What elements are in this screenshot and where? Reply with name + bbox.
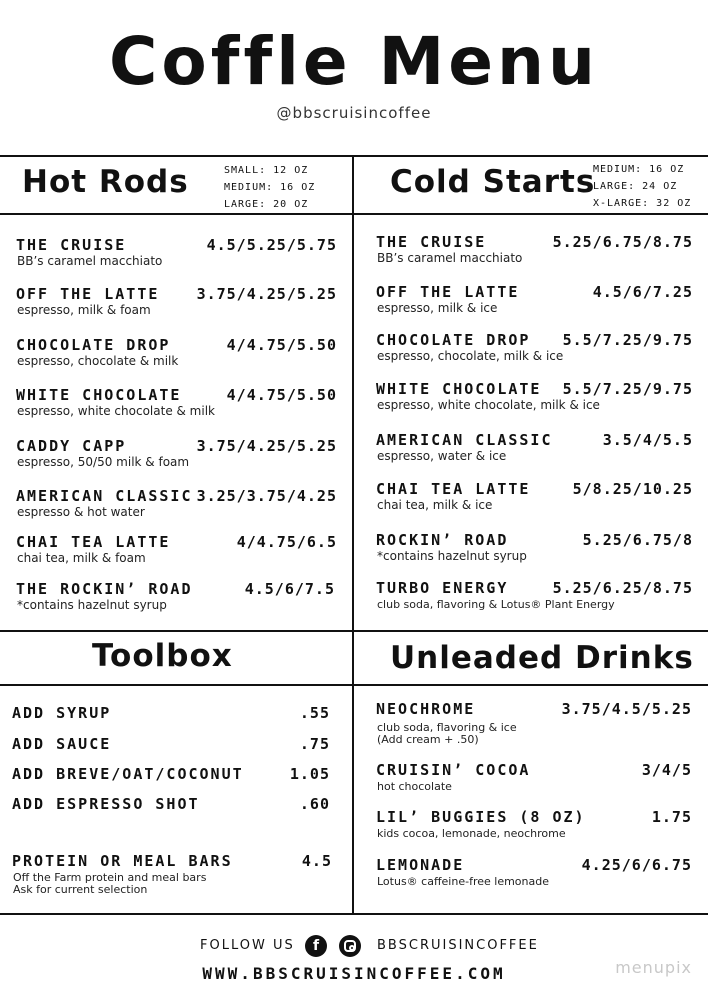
social-handle: BBSCRUISINCOFFEE [377, 938, 539, 953]
size-large: LARGE: 20 OZ [224, 199, 309, 210]
item-price: 5.25/6.75/8 [582, 531, 693, 549]
addon-item [12, 735, 330, 755]
menu-item [16, 336, 337, 372]
menu-item [16, 533, 337, 569]
item-description: espresso, 50/50 milk & foam [17, 455, 190, 469]
item-price: 4.5/5.25/5.75 [206, 236, 337, 254]
item-name: WHITE CHOCOLATE [16, 386, 182, 404]
item-name: TURBO ENERGY [376, 579, 509, 597]
item-price: 4/4.75/5.50 [226, 386, 337, 404]
divider-vertical [352, 155, 354, 915]
instagram-icon[interactable] [339, 935, 361, 957]
item-price: 5.25/6.25/8.75 [552, 579, 693, 597]
menu-item [16, 285, 337, 321]
item-name: ADD BREVE/OAT/COCONUT [12, 765, 244, 783]
instagram-icon-frame [344, 940, 356, 952]
item-price: 1.75 [651, 808, 692, 826]
item-name: OFF THE LATTE [16, 285, 160, 303]
item-description: kids cocoa, lemonade, neochrome [377, 827, 566, 840]
menu-item [376, 380, 693, 416]
menu-item [16, 236, 337, 272]
item-price: .75 [299, 735, 330, 753]
item-name: AMERICAN CLASSIC [16, 487, 193, 505]
item-description: *contains hazelnut syrup [377, 549, 527, 563]
item-name: OFF THE LATTE [376, 283, 520, 301]
item-name: THE CRUISE [16, 236, 127, 254]
menu-item [376, 700, 692, 746]
item-price: 1.05 [289, 765, 330, 783]
addon-item [12, 765, 330, 785]
item-price: 3.75/4.25/5.25 [196, 437, 337, 455]
footer-follow [0, 935, 708, 957]
item-description: espresso, white chocolate, milk & ice [377, 398, 600, 412]
item-price: 3.25/3.75/4.25 [196, 487, 337, 505]
menu-title: Coffle Menu [109, 23, 599, 100]
menu-item [376, 283, 693, 319]
item-name: THE CRUISE [376, 233, 487, 251]
facebook-icon[interactable]: f [305, 935, 327, 957]
size-xlarge: X-LARGE: 32 OZ [593, 198, 692, 209]
menu-item [16, 437, 337, 473]
item-description-2: (Add cream + .50) [377, 733, 479, 746]
menu-item [376, 233, 693, 269]
item-description: club soda, flavoring & ice [377, 721, 517, 734]
item-description: espresso, milk & ice [377, 301, 498, 315]
item-price: 4/4.75/6.5 [236, 533, 337, 551]
cold-starts-title: Cold Starts [390, 164, 596, 200]
item-description: espresso, chocolate, milk & ice [377, 349, 564, 363]
item-price: 3.75/4.5/5.25 [561, 700, 692, 718]
addon-item [12, 795, 330, 815]
item-description: espresso & hot water [17, 505, 145, 519]
item-description: club soda, flavoring & Lotus® Plant Energy [377, 598, 615, 611]
item-name: LEMONADE [376, 856, 465, 874]
item-description-2: Ask for current selection [13, 883, 148, 896]
menu-item [16, 386, 337, 422]
item-name: WHITE CHOCOLATE [376, 380, 542, 398]
item-name: THE ROCKIN’ ROAD [16, 580, 193, 598]
item-price: 4.5/6/7.25 [592, 283, 693, 301]
item-price: .60 [299, 795, 330, 813]
cold-starts-sizes [593, 161, 691, 212]
menu-item [16, 580, 337, 616]
menu-item [376, 531, 693, 567]
item-description: *contains hazelnut syrup [17, 598, 167, 612]
size-medium: MEDIUM: 16 OZ [593, 164, 685, 175]
item-description: espresso, chocolate & milk [17, 354, 179, 368]
item-price: 5.25/6.75/8.75 [552, 233, 693, 251]
item-description: Lotus® caffeine-free lemonade [377, 875, 549, 888]
menu-item [16, 487, 337, 523]
menu-item [376, 579, 693, 615]
menu-item [376, 431, 693, 467]
item-name: ADD SYRUP [12, 704, 112, 722]
menu-item [376, 761, 692, 797]
toolbox-title: Toolbox [92, 638, 233, 674]
item-name: LIL’ BUGGIES (8 OZ) [376, 808, 586, 826]
item-name: CHAI TEA LATTE [16, 533, 171, 551]
item-price: 4.5/6/7.5 [244, 580, 335, 598]
item-name: CHOCOLATE DROP [16, 336, 171, 354]
item-description: BB’s caramel macchiato [17, 254, 163, 268]
item-name: CRUISIN’ COCOA [376, 761, 531, 779]
menu-item [376, 480, 693, 516]
size-large: LARGE: 24 OZ [593, 181, 678, 192]
instagram-icon-lens [349, 945, 355, 951]
item-price: 5.5/7.25/9.75 [562, 380, 693, 398]
hot-rods-title: Hot Rods [22, 164, 189, 200]
item-name: CHOCOLATE DROP [376, 331, 531, 349]
item-price: 5.5/7.25/9.75 [562, 331, 693, 349]
item-name: ADD SAUCE [12, 735, 112, 753]
item-description: hot chocolate [377, 780, 452, 793]
menupix-watermark: menupix [615, 958, 692, 977]
size-small: SMALL: 12 OZ [224, 165, 309, 176]
hot-rods-sizes [224, 162, 315, 213]
item-description: chai tea, milk & ice [377, 498, 493, 512]
item-name: ADD ESPRESSO SHOT [12, 795, 200, 813]
item-description: espresso, water & ice [377, 449, 507, 463]
item-description: BB’s caramel macchiato [377, 251, 523, 265]
divider-mid-bottom [0, 684, 708, 686]
item-price: 3.5/4/5.5 [602, 431, 693, 449]
item-name: ROCKIN’ ROAD [376, 531, 509, 549]
divider-bottom [0, 913, 708, 915]
item-name: CADDY CAPP [16, 437, 127, 455]
size-medium: MEDIUM: 16 OZ [224, 182, 316, 193]
divider-mid-top [0, 630, 708, 632]
item-price: 5/8.25/10.25 [572, 480, 693, 498]
item-price: .55 [299, 704, 330, 722]
menu-item [376, 331, 693, 367]
divider-header-bottom [0, 213, 708, 215]
item-name: PROTEIN OR MEAL BARS [12, 852, 233, 870]
addon-item [12, 852, 332, 898]
item-description: espresso, white chocolate & milk [17, 404, 215, 418]
item-price: 4.5 [301, 852, 332, 870]
item-price: 4.25/6/6.75 [581, 856, 692, 874]
item-description: espresso, milk & foam [17, 303, 151, 317]
menu-item [376, 808, 692, 844]
item-name: CHAI TEA LATTE [376, 480, 531, 498]
item-price: 4/4.75/5.50 [226, 336, 337, 354]
item-price: 3/4/5 [641, 761, 692, 779]
unleaded-title: Unleaded Drinks [390, 640, 694, 676]
item-description: Off the Farm protein and meal bars [13, 871, 207, 884]
divider-top [0, 155, 708, 157]
item-description: chai tea, milk & foam [17, 551, 146, 565]
instagram-handle: @bbscruisincoffee [276, 104, 432, 122]
addon-item [12, 704, 330, 724]
website-url[interactable]: WWW.BBSCRUISINCOFFEE.COM [202, 964, 506, 983]
menu-item [376, 856, 692, 892]
item-name: NEOCHROME [376, 700, 476, 718]
follow-us-label: FOLLOW US [200, 938, 295, 953]
item-price: 3.75/4.25/5.25 [196, 285, 337, 303]
item-name: AMERICAN CLASSIC [376, 431, 553, 449]
